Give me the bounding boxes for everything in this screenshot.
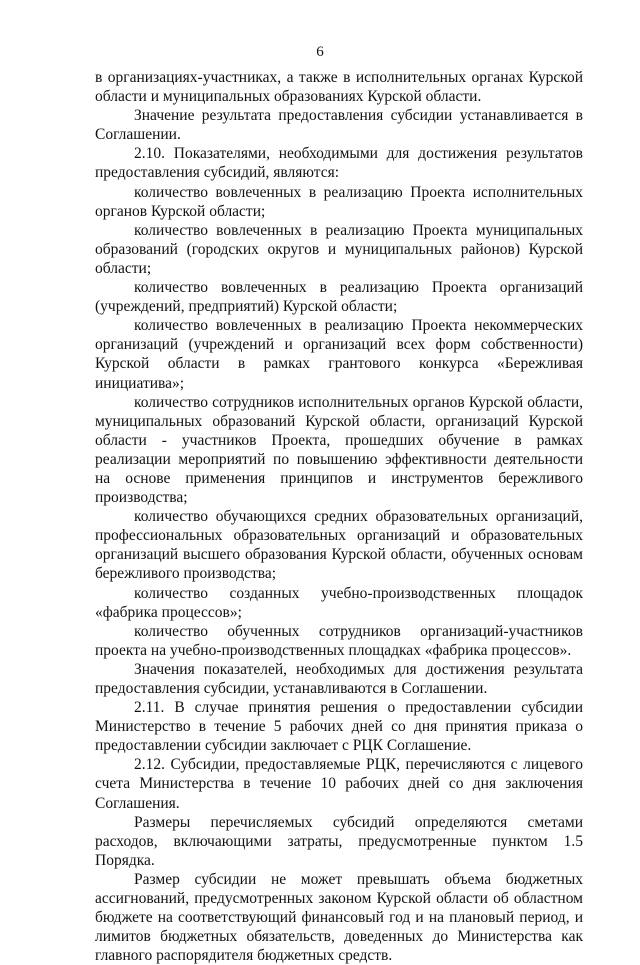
paragraph: количество вовлеченных в реализацию Проекта исполнительных органов Курской области; <box>95 183 583 220</box>
paragraph: 2.11. В случае принятия решения о предоставлении субсидии Министерство в течение 5 рабочих дней со дня принятия приказа о предоставлении субсидии заключает с РЦК Соглашение. <box>95 699 583 755</box>
page-number: 6 <box>316 44 324 60</box>
paragraph: количество вовлеченных в реализацию Проекта организаций (учреждений, предприятий) Курской области; <box>95 279 583 316</box>
paragraph: Размеры перечисляемых субсидий определяются сметами расходов, включающими затраты, предусмотренные пунктом 1.5 Порядка. <box>95 813 583 869</box>
document-body <box>95 68 583 965</box>
paragraph: количество вовлеченных в реализацию Проекта муниципальных образований (городских округов и муниципальных районов) Курской области; <box>95 221 583 277</box>
paragraph: количество сотрудников исполнительных органов Курской области, муниципальных образований Курской области, организаций Курской области - участников Проекта, прошедших обучение в рамках реализации мероприятий по повышению эффективности деятельности на основе применения принципов и инструментов бережливого производства; <box>95 393 583 507</box>
paragraph: в организациях-участниках, а также в исполнительных органах Курской области и муниципальных образованиях Курской области. <box>95 69 583 106</box>
paragraph: 2.10. Показателями, необходимыми для достижения результатов предоставления субсидий, являются: <box>95 145 583 182</box>
paragraph: 2.12. Субсидии, предоставляемые РЦК, перечисляются с лицевого счета Министерства в течение 10 рабочих дней со дня заключения Соглашения. <box>95 756 583 812</box>
paragraph: Значения показателей, необходимых для достижения результата предоставления субсидии, устанавливаются в Соглашении. <box>95 660 583 697</box>
paragraph: Значение результата предоставления субсидии устанавливается в Соглашении. <box>95 107 583 144</box>
paragraph: Размер субсидии не может превышать объема бюджетных ассигнований, предусмотренных законом Курской области об областном бюджете на соответствующий финансовый год и на плановый период, и лимитов бюджетных обязательств, доведенных до Министерства как главного распорядителя бюджетных средств. <box>95 870 583 965</box>
paragraph: количество обученных сотрудников организаций-участников проекта на учебно-производственных площадках «фабрика процессов». <box>95 622 583 659</box>
paragraph: количество обучающихся средних образовательных организаций, профессиональных образовательных организаций и образовательных организаций высшего образования Курской области, обученных основам бережливого производства; <box>95 508 583 583</box>
paragraph: количество созданных учебно-производственных площадок «фабрика процессов»; <box>95 584 583 621</box>
paragraph: количество вовлеченных в реализацию Проекта некоммерческих организаций (учреждений и организаций всех форм собственности) Курской области в рамках грантового конкурса «Бережливая инициатива»; <box>95 317 583 392</box>
